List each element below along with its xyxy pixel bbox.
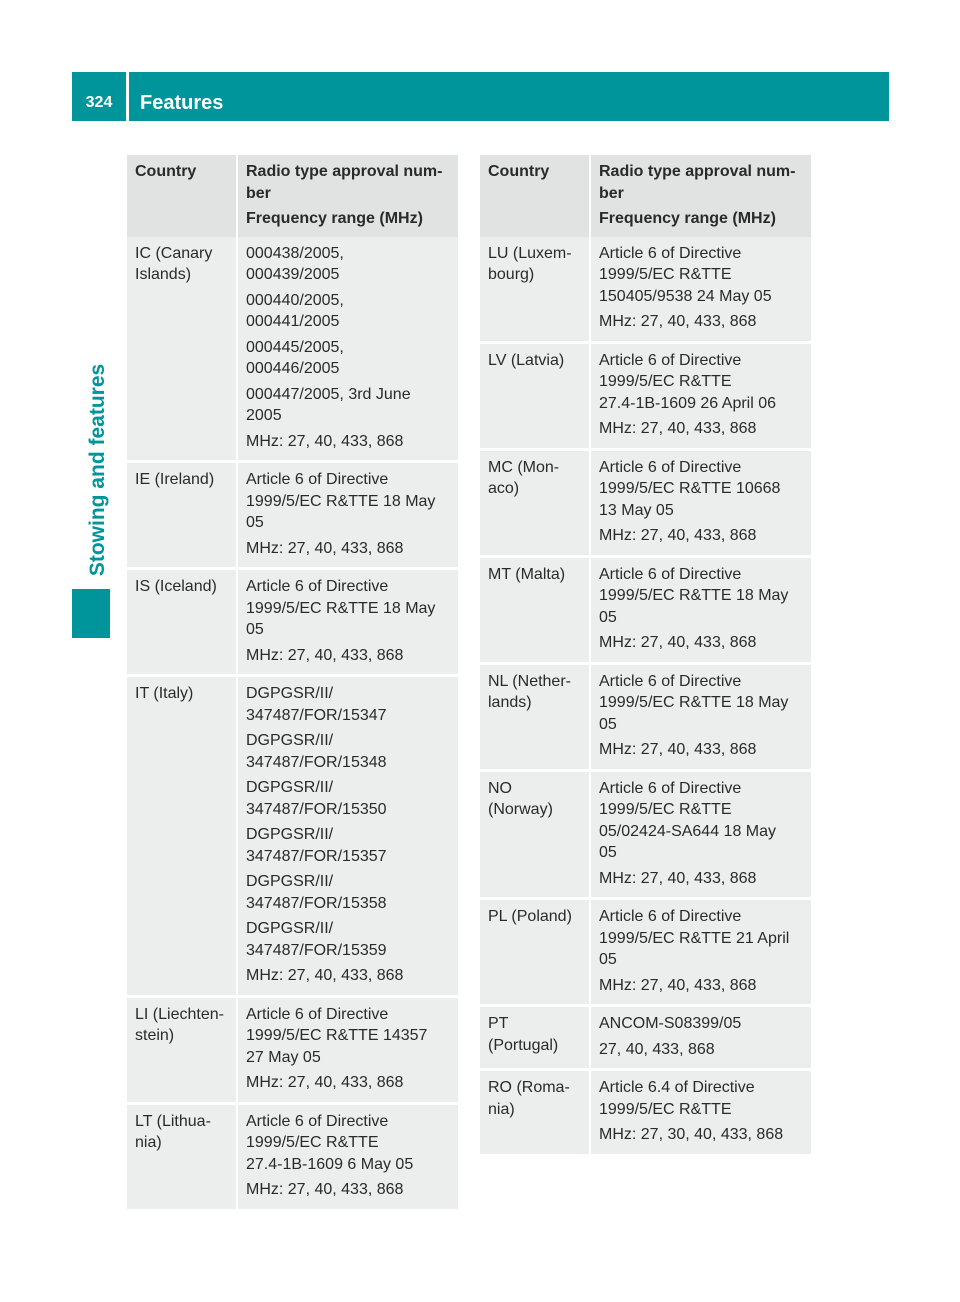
country-cell — [480, 342, 590, 449]
country-cell — [480, 1006, 590, 1070]
approval-entry: DGPGSR/II/ 347487/FOR/15359 — [246, 920, 387, 959]
column-header-country-text: Country — [488, 163, 550, 180]
country-cell — [480, 663, 590, 770]
country-cell — [127, 676, 237, 997]
approval-entry: MHz: 27, 40, 433, 868 — [246, 1181, 404, 1198]
column-header-radio — [590, 155, 811, 237]
approval-table-right — [480, 155, 811, 1154]
approval-cell — [590, 237, 811, 343]
approval-entry: MHz: 27, 40, 433, 868 — [246, 539, 404, 557]
approval-entry: MHz: 27, 40, 433, 868 — [246, 1074, 404, 1091]
table-header-row — [127, 155, 458, 237]
approval-entry: 000447/2005, 3rd June 2005 — [246, 385, 411, 424]
country-name: IT (Italy) — [135, 685, 194, 702]
country-cell — [127, 1103, 237, 1209]
column-header-radio — [237, 155, 458, 237]
approval-entry: Article 6 of Directive 1999/5/EC R&TTE 150405/9538 24 May 05 — [599, 244, 772, 305]
approval-entry: MHz: 27, 40, 433, 868 — [599, 527, 757, 544]
table-body — [480, 237, 811, 1154]
column-header-country — [127, 155, 237, 237]
approval-entry: MHz: 27, 30, 40, 433, 868 — [599, 1126, 784, 1143]
country-name: LU (Luxem- bourg) — [488, 244, 572, 283]
table-row — [480, 237, 811, 343]
table-row — [127, 462, 458, 569]
approval-entry: 000438/2005, 000439/2005 — [246, 244, 344, 283]
approval-cell — [590, 1070, 811, 1154]
column-header-country — [480, 155, 590, 237]
country-cell — [127, 996, 237, 1103]
country-cell — [127, 462, 237, 569]
approval-entry: DGPGSR/II/ 347487/FOR/15357 — [246, 826, 387, 865]
approval-cell — [590, 556, 811, 663]
approval-cell — [237, 996, 458, 1103]
column-header-frequency-text: Frequency range (MHz) — [599, 210, 776, 227]
country-name: MC (Mon- aco) — [488, 458, 560, 497]
approval-cell — [590, 899, 811, 1006]
page-header — [72, 72, 889, 121]
table-row — [480, 342, 811, 449]
country-name: NO (Norway) — [488, 779, 553, 818]
approval-cell — [237, 569, 458, 676]
country-cell — [480, 899, 590, 1006]
table-row — [127, 996, 458, 1103]
country-name: IE (Ireland) — [135, 471, 215, 488]
approval-cell — [237, 1103, 458, 1209]
approval-entry: MHz: 27, 40, 433, 868 — [599, 420, 757, 437]
approval-entry: DGPGSR/II/ 347487/FOR/15347 — [246, 685, 387, 724]
country-cell — [480, 770, 590, 899]
country-name: NL (Nether- lands) — [488, 672, 571, 711]
country-name: RO (Roma- nia) — [488, 1079, 570, 1118]
table-header-row — [480, 155, 811, 237]
approval-entry: Article 6 of Directive 1999/5/EC R&TTE 18 May 05 — [599, 565, 789, 626]
approval-entry: Article 6 of Directive 1999/5/EC R&TTE 18 May 05 — [246, 471, 436, 531]
approval-entry: MHz: 27, 40, 433, 868 — [246, 432, 404, 450]
table-row — [480, 899, 811, 1006]
column-header-frequency-text: Frequency range (MHz) — [246, 210, 423, 227]
approval-entry: DGPGSR/II/ 347487/FOR/15358 — [246, 873, 387, 912]
approval-entry: Article 6 of Directive 1999/5/EC R&TTE 27.4-1B-1609 26 April 06 — [599, 351, 777, 412]
country-name: IC (Canary Islands) — [135, 244, 213, 283]
country-name: IS (Iceland) — [135, 578, 217, 595]
country-name: PT (Portugal) — [488, 1015, 559, 1054]
approval-cell — [590, 1006, 811, 1070]
table-row — [480, 556, 811, 663]
table-row — [127, 676, 458, 997]
approval-entry: Article 6 of Directive 1999/5/EC R&TTE 21 April 05 — [599, 908, 790, 968]
approval-entry: MHz: 27, 40, 433, 868 — [599, 741, 757, 758]
approval-cell — [590, 342, 811, 449]
approval-entry: Article 6.4 of Directive 1999/5/EC R&TTE — [599, 1079, 755, 1118]
table-row — [480, 1070, 811, 1154]
table-row — [480, 663, 811, 770]
approval-entry: Article 6 of Directive 1999/5/EC R&TTE 05/02424-SA644 18 May 05 — [599, 779, 777, 861]
approval-table-left — [127, 155, 458, 1209]
side-tab-block — [72, 589, 110, 638]
table-body — [127, 237, 458, 1209]
approval-entry: MHz: 27, 40, 433, 868 — [599, 634, 757, 651]
country-name: LV (Latvia) — [488, 351, 565, 369]
side-tab-label — [84, 352, 112, 588]
side-tab-text: Stowing and features — [86, 363, 110, 577]
page-number: 324 — [85, 94, 113, 111]
country-cell — [480, 1070, 590, 1154]
section-title: Features — [140, 92, 224, 114]
approval-entry: ANCOM-S08399/05 — [599, 1015, 742, 1032]
approval-entry: Article 6 of Directive 1999/5/EC R&TTE 18 May 05 — [599, 672, 789, 733]
header-divider — [126, 72, 129, 121]
approval-cell — [237, 462, 458, 569]
column-header-radio-text: Radio type approval num- ber — [599, 163, 796, 202]
table-row — [480, 1006, 811, 1070]
approval-entry: MHz: 27, 40, 433, 868 — [599, 869, 757, 887]
approval-entry: 27, 40, 433, 868 — [599, 1040, 715, 1058]
approval-entry: Article 6 of Directive 1999/5/EC R&TTE 18 May 05 — [246, 578, 436, 638]
column-header-country-text: Country — [135, 163, 197, 180]
column-header-radio-text: Radio type approval num- ber — [246, 163, 443, 202]
approval-cell — [590, 449, 811, 556]
table-row — [127, 569, 458, 676]
country-name: LT (Lithua- nia) — [135, 1112, 211, 1151]
approval-entry: DGPGSR/II/ 347487/FOR/15350 — [246, 779, 387, 818]
country-cell — [127, 237, 237, 462]
country-name: LI (Liechten- stein) — [135, 1005, 224, 1044]
country-cell — [480, 449, 590, 556]
approval-entry: Article 6 of Directive 1999/5/EC R&TTE 27.4-1B-1609 6 May 05 — [246, 1112, 414, 1173]
table-row — [480, 449, 811, 556]
approval-cell — [590, 770, 811, 899]
table-row — [127, 237, 458, 462]
table-row — [127, 1103, 458, 1209]
country-name: MT (Malta) — [488, 565, 566, 583]
approval-entry: DGPGSR/II/ 347487/FOR/15348 — [246, 732, 387, 771]
approval-entry: MHz: 27, 40, 433, 868 — [246, 646, 404, 664]
table-row — [480, 770, 811, 899]
approval-entry: Article 6 of Directive 1999/5/EC R&TTE 10668 13 May 05 — [599, 458, 781, 519]
approval-entry: 000445/2005, 000446/2005 — [246, 338, 344, 377]
approval-cell — [590, 663, 811, 770]
approval-entry: 000440/2005, 000441/2005 — [246, 291, 344, 330]
approval-entry: MHz: 27, 40, 433, 868 — [599, 313, 757, 330]
country-cell — [480, 237, 590, 343]
country-cell — [127, 569, 237, 676]
country-cell — [480, 556, 590, 663]
approval-cell — [237, 676, 458, 997]
approval-entry: Article 6 of Directive 1999/5/EC R&TTE 14357 27 May 05 — [246, 1005, 428, 1066]
approval-entry: MHz: 27, 40, 433, 868 — [599, 976, 757, 994]
country-name: PL (Poland) — [488, 908, 572, 925]
approval-cell — [237, 237, 458, 462]
approval-entry: MHz: 27, 40, 433, 868 — [246, 967, 404, 984]
